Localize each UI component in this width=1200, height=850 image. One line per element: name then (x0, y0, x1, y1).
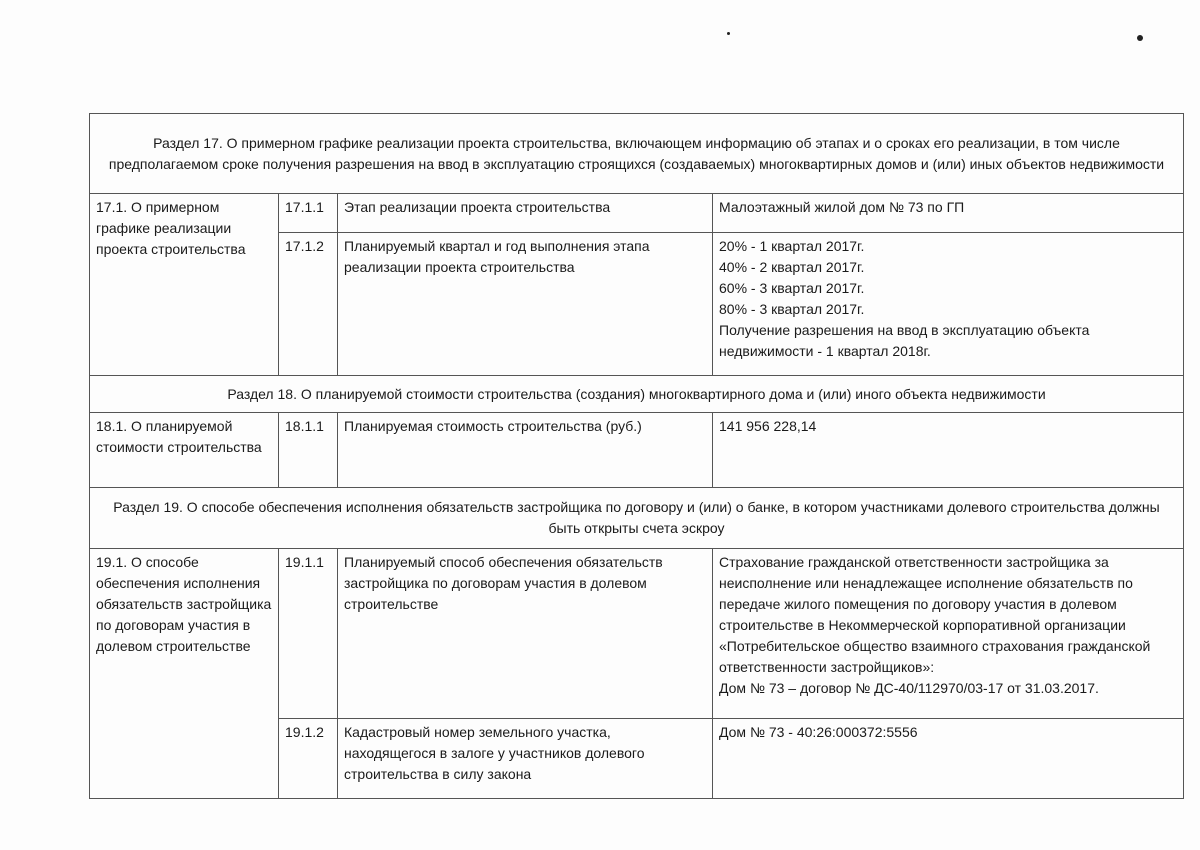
section-19-title: Раздел 19. О способе обеспечения исполнения обязательств застройщика по договору и (или) о банке, в котором участниками долевого строительства должны быть открыты счета эскроу (90, 488, 1184, 549)
section-18-header-row (90, 376, 1184, 413)
row-label: Планируемый способ обеспечения обязательств застройщика по договорам участия в долевом строительстве (338, 549, 713, 719)
table-row (90, 194, 1184, 233)
row-code: 19.1.2 (279, 719, 338, 799)
section-19-header-row (90, 488, 1184, 549)
row-value (713, 194, 1184, 233)
value-line: 20% - 1 квартал 2017г. (719, 238, 865, 254)
value-line: Малоэтажный жилой дом № 73 по ГП (719, 199, 965, 215)
row-value (713, 549, 1184, 719)
value-line: Дом № 73 – договор № ДС-40/112970/03-17 от 31.03.2017. (719, 680, 1099, 696)
project-info-table (89, 113, 1184, 799)
table-row (90, 549, 1184, 719)
row-value (713, 233, 1184, 376)
section-18-title: Раздел 18. О планируемой стоимости строительства (создания) многоквартирного дома и (или) иного объекта недвижимости (90, 376, 1184, 413)
row-code: 17.1.2 (279, 233, 338, 376)
value-line: 80% - 3 квартал 2017г. (719, 301, 865, 317)
row-code: 17.1.1 (279, 194, 338, 233)
row-label: Планируемая стоимость строительства (руб.) (338, 413, 713, 488)
row-label: Планируемый квартал и год выполнения этапа реализации проекта строительства (338, 233, 713, 376)
value-line: Получение разрешения на ввод в эксплуатацию объекта недвижимости - 1 квартал 2018г. (719, 322, 1090, 359)
row-value: Дом № 73 - 40:26:000372:5556 (713, 719, 1184, 799)
group-18-1: 18.1. О планируемой стоимости строительства (90, 413, 279, 488)
row-label: Этап реализации проекта строительства (338, 194, 713, 233)
row-label: Кадастровый номер земельного участка, находящегося в залоге у участников долевого строительства в силу закона (338, 719, 713, 799)
section-17-header-row (90, 114, 1184, 194)
value-line: 60% - 3 квартал 2017г. (719, 280, 865, 296)
row-code: 18.1.1 (279, 413, 338, 488)
scan-speck (1137, 35, 1143, 41)
row-value: 141 956 228,14 (713, 413, 1184, 488)
value-line: 40% - 2 квартал 2017г. (719, 259, 865, 275)
scan-speck (727, 32, 730, 35)
group-19-1: 19.1. О способе обеспечения исполнения обязательств застройщика по договорам участия в долевом строительстве (90, 549, 279, 799)
group-17-1: 17.1. О примерном графике реализации проекта строительства (90, 194, 279, 376)
table-row (90, 413, 1184, 488)
row-code: 19.1.1 (279, 549, 338, 719)
value-line: Страхование гражданской ответственности застройщика за неисполнение или ненадлежащее исполнение обязательств по передаче жилого помещения по договору участия в долевом строительстве в Некоммерческой корпоративной организации «Потребительское общество взаимного страхования гражданской ответственности застройщиков»: (719, 554, 1151, 675)
section-17-title: Раздел 17. О примерном графике реализации проекта строительства, включающем информацию об этапах и о сроках его реализации, в том числе предполагаемом сроке получения разрешения на ввод в эксплуатацию строящихся (создаваемых) многоквартирных домов и (или) иных объектов недвижимости (90, 114, 1184, 194)
